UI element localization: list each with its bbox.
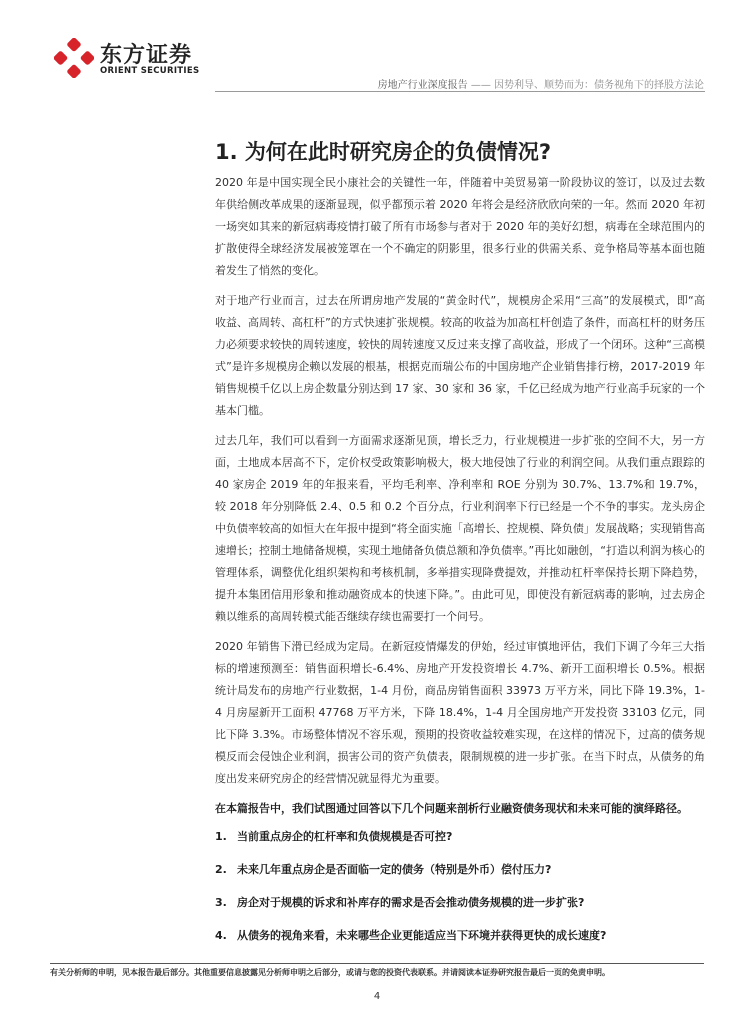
question-item [215,892,705,914]
page-header [0,0,754,100]
question-item [215,859,705,881]
header-separator: —— [467,80,494,91]
question-number: 3. [215,896,227,909]
question-text: 从债务的视角来看，未来哪些企业更能适应当下环境并获得更快的成长速度? [237,929,607,942]
question-item [215,826,705,848]
report-subtitle: 因势利导、顺势而为：债务视角下的择股方法论 [494,80,704,91]
header-divider [215,91,705,92]
question-text: 未来几年重点房企是否面临一定的债务（特别是外币）偿付压力? [237,863,552,876]
paragraph: 2020 年销售下滑已经成为定局。在新冠疫情爆发的伊始，经过审慎地评估，我们下调了今年三大指标的增速预测至：销售面积增长-6.4%、房地产开发投资增长 4.7%、新开工面积增长 0.5%。根据统计局发布的房地产行业数据，1-4 月份，商品房销售面积 33973 万平方米，同比下降 19.3%，1-4 月房屋新开工面积 47768 万平方米，下降 18.4%，1-4 月全国房地产开发投资 33103 亿元，同比下降 3.3%。市场整体情况不容乐观，预期的投资收益较难实现，在这样的情况下，过高的债务规模反而会侵蚀企业利润，损害公司的资产负债表，限制规模的进一步扩张。在当下时点，从债务的角度出发来研究房企的经营情况就显得尤为重要。 [215,640,705,785]
question-text: 当前重点房企的杠杆率和负债规模是否可控? [237,830,453,843]
brand-name-en: ORIENT SECURITIES [100,66,200,76]
page-number: 4 [373,991,381,1002]
questions-intro: 在本篇报告中，我们试图通过回答以下几个问题来剖析行业融资债务现状和未来可能的演绎路径。 [215,802,688,815]
header-report-title [378,76,704,91]
section-title: 1. 为何在此时研究房企的负债情况? [215,140,552,164]
brand-logo [54,38,214,82]
paragraph: 过去几年，我们可以看到一方面需求逐渐见顶，增长乏力，行业规模进一步扩张的空间不大，另一方面，土地成本居高不下，定价权受政策影响极大，极大地侵蚀了行业的利润空间。从我们重点跟踪的 40 家房企 2019 年的年报来看，平均毛利率、净利率和 ROE 分别为 30.7%、13.7%和 19.7%，较 2018 年分别降低 2.4、0.5 和 0.2 个百分点，行业利润率下行已经是一个不争的事实。龙头房企中负债率较高的如恒大在年报中提到“将全面实施「高增长、控规模、降负债」发展战略；实现销售高速增长；控制土地储备规模，实现土地储备负债总额和净负债率。”再比如融创，“打造以利润为核心的管理体系，调整优化组织架构和考核机制，多举措实现降费提效，并推动杠杆率保持长期下降趋势，提升本集团信用形象和推动融资成本的快速下降。”。由此可见，即使没有新冠病毒的影响，过去房企赖以维系的高周转模式能否继续存续也需要打一个问号。 [215,434,705,623]
main-content [215,172,705,958]
orient-securities-logo-icon [54,38,94,78]
question-text: 房企对于规模的诉求和补库存的需求是否会推动债务规模的进一步扩张? [237,896,585,909]
question-number: 4. [215,929,227,942]
paragraph: 对于地产行业而言，过去在所谓房地产发展的“黄金时代”，规模房企采用“三高”的发展模式，即“高收益、高周转、高杠杆”的方式快速扩张规模。较高的收益为加高杠杆创造了条件，而高杠杆的财务压力必须要求较快的周转速度，较快的周转速度又反过来支撑了高收益，形成了一个闭环。这种“三高模式”是许多规模房企赖以发展的根基，根据克而瑞公布的中国房地产企业销售排行榜，2017-2019 年销售规模千亿以上房企数量分别达到 17 家、30 家和 36 家，千亿已经成为地产行业高手玩家的一个基本门槛。 [215,294,705,417]
footer-divider [50,963,704,964]
brand-name-cn: 东方证券 [100,43,193,68]
question-item [215,925,705,947]
question-number: 2. [215,863,227,876]
question-number: 1. [215,830,227,843]
footer-disclaimer: 有关分析师的申明，见本报告最后部分。其他重要信息披露见分析师申明之后部分，或请与您的投资代表联系。并请阅读本证券研究报告最后一页的免责申明。 [50,968,610,977]
paragraph: 2020 年是中国实现全民小康社会的关键性一年，伴随着中美贸易第一阶段协议的签订，以及过去数年供给侧改革成果的逐渐显现，似乎都预示着 2020 年将会是经济欣欣向荣的一年。然而 2020 年初一场突如其来的新冠病毒疫情打破了所有市场参与者对于 2020 年的美好幻想，病毒在全球范围内的扩散使得全球经济发展被笼罩在一个不确定的阴影里，很多行业的供需关系、竞争格局等基本面也随着发生了悄然的变化。 [215,176,705,277]
report-type: 房地产行业深度报告 [377,80,468,91]
